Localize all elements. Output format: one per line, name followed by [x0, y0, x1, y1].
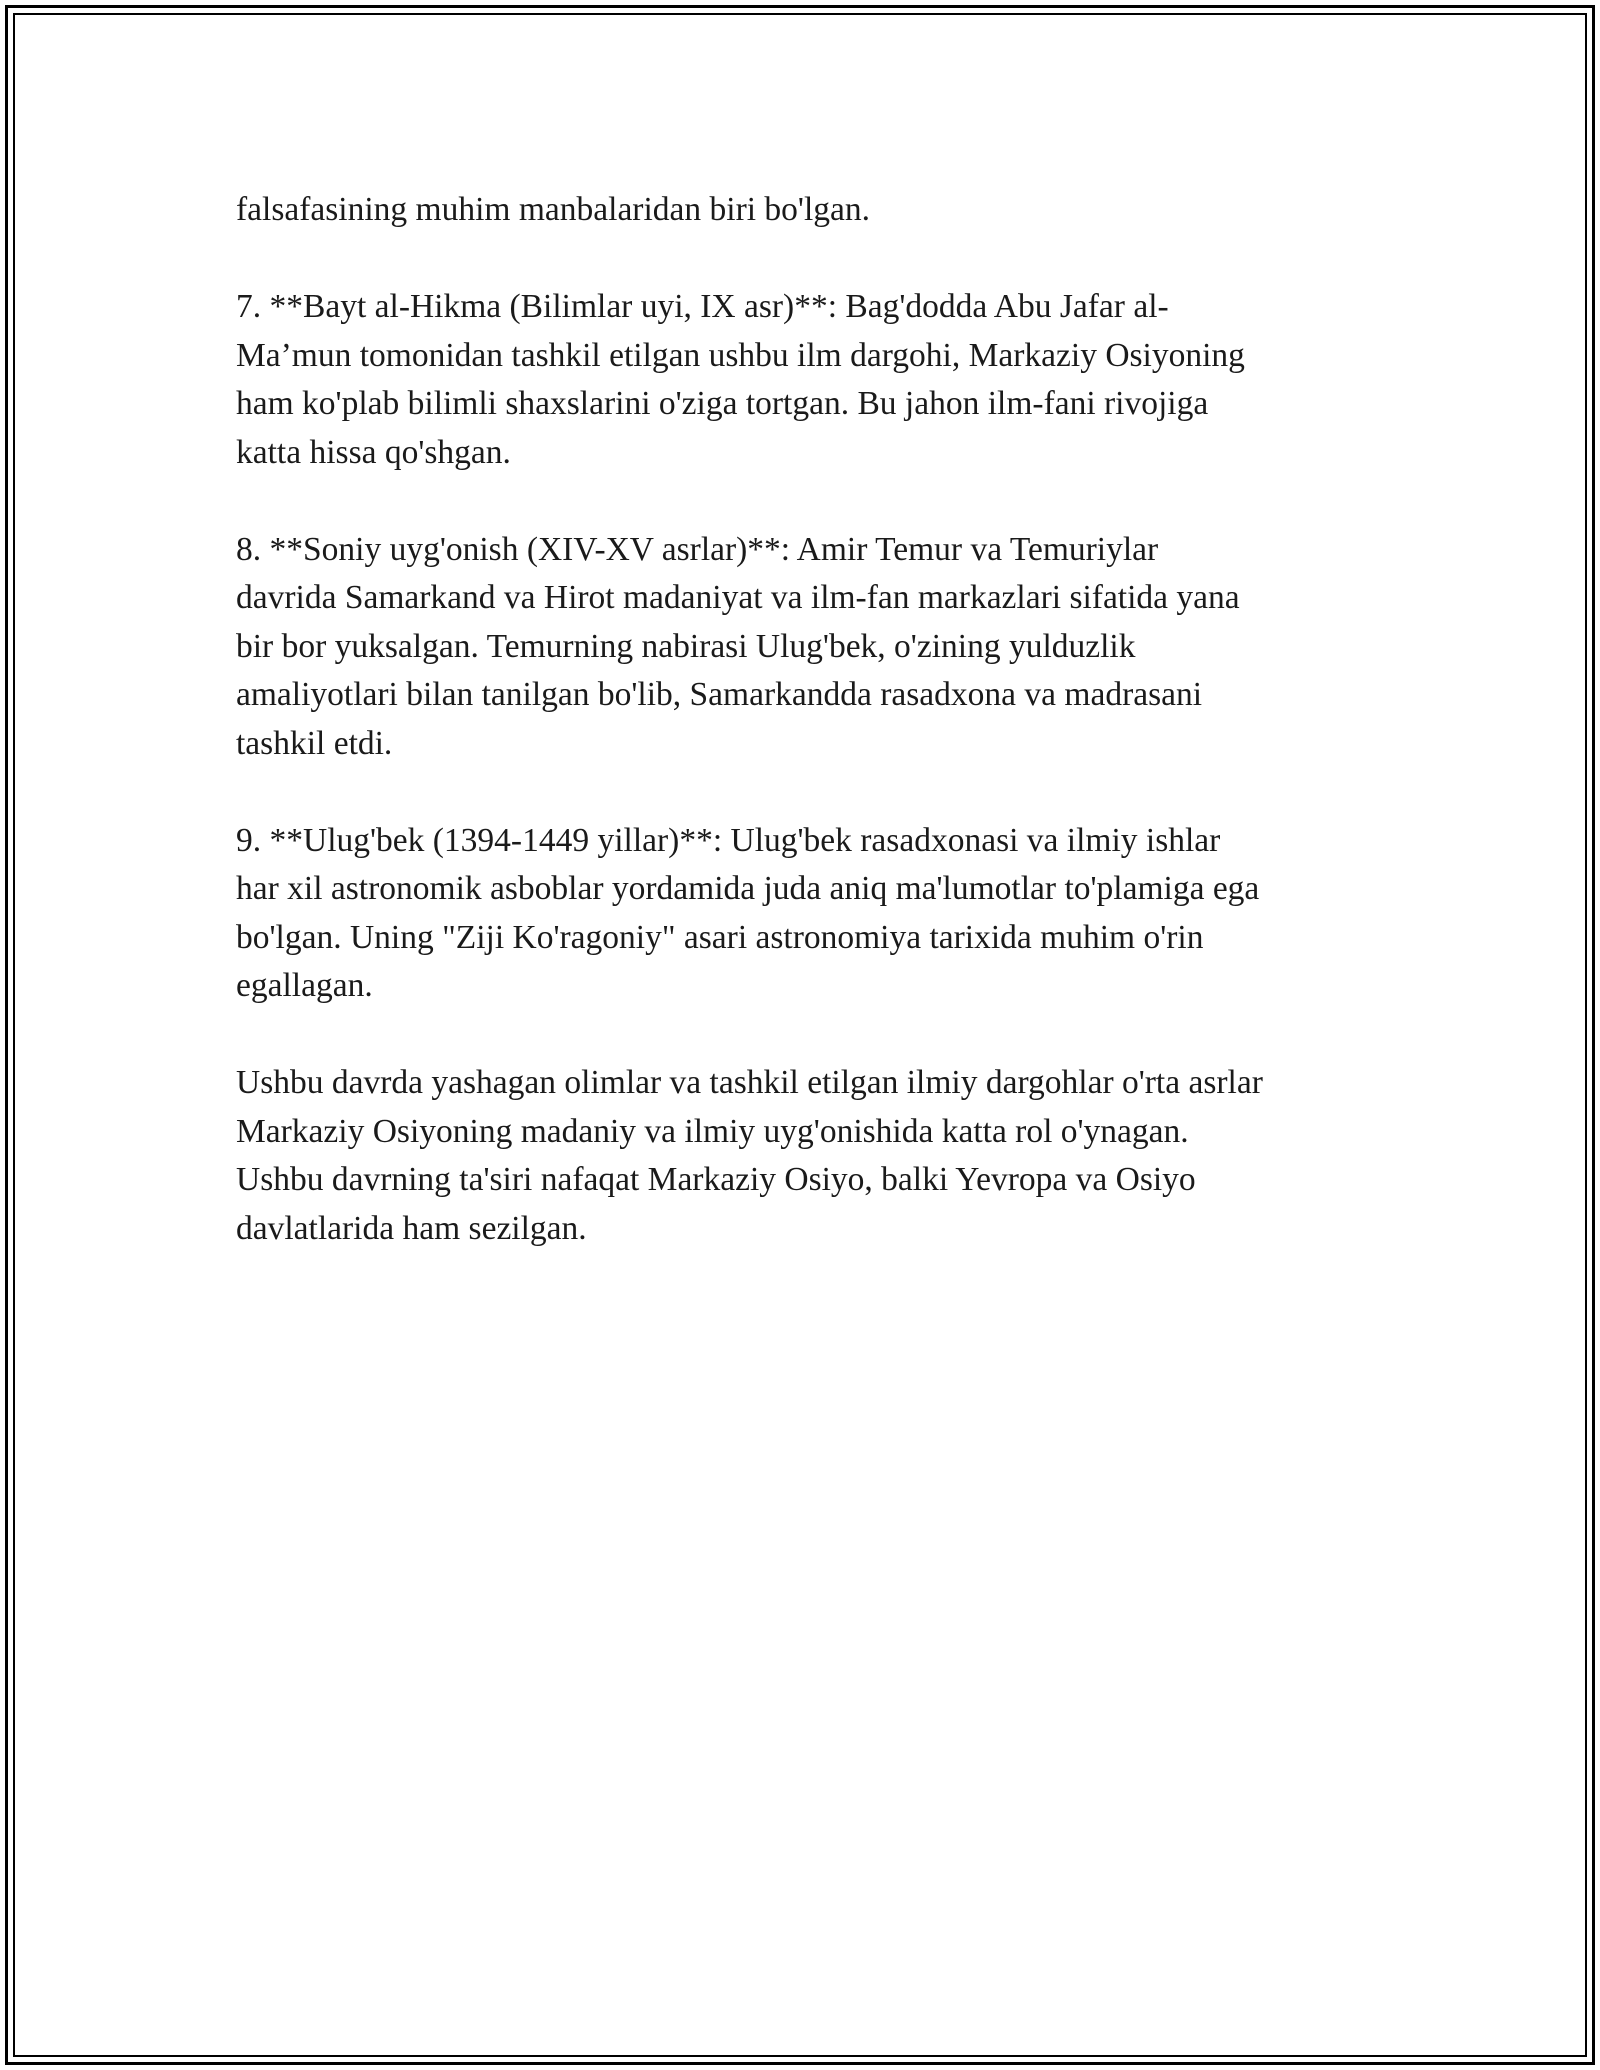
text-line: 8. **Soniy uyg'onish (XIV-XV asrlar)**: Amir Temur va Temuriylar	[236, 530, 1159, 568]
paragraph-item-7	[236, 283, 1366, 477]
paragraph-conclusion	[236, 1059, 1366, 1253]
paragraph-continuation	[236, 186, 1366, 235]
text-line: amaliyotlari bilan tanilgan bo'lib, Samarkandda rasadxona va madrasani	[236, 676, 1203, 713]
text-line: har xil astronomik asboblar yordamida juda aniq ma'lumotlar to'plamiga ega	[236, 870, 1260, 907]
text-line: Ma’mun tomonidan tashkil etilgan ushbu ilm dargohi, Markaziy Osiyoning	[236, 336, 1245, 374]
text-line: bo'lgan. Uning "Ziji Ko'ragoniy" asari astronomiya tarixida muhim o'rin	[236, 918, 1204, 956]
text-line: tashkil etdi.	[236, 724, 393, 762]
paragraph-item-8	[236, 526, 1366, 769]
document-body	[236, 186, 1366, 1302]
text-line: Ushbu davrning ta'siri nafaqat Markaziy Osiyo, balki Yevropa va Osiyo	[236, 1161, 1196, 1198]
text-line: Markaziy Osiyoning madaniy va ilmiy uyg'onishida katta rol o'ynagan.	[236, 1112, 1189, 1150]
paragraph-item-9	[236, 817, 1366, 1011]
text-line: egallagan.	[236, 967, 373, 1004]
text-line: katta hissa qo'shgan.	[236, 433, 511, 471]
text-line: ham ko'plab bilimli shaxslarini o'ziga tortgan. Bu jahon ilm-fani rivojiga	[236, 385, 1209, 422]
text-line: davlatlarida ham sezilgan.	[236, 1209, 587, 1247]
text-line: Ushbu davrda yashagan olimlar va tashkil etilgan ilmiy dargohlar o'rta asrlar	[236, 1064, 1263, 1101]
text-line: 7. **Bayt al-Hikma (Bilimlar uyi, IX asr)**: Bag'dodda Abu Jafar al-	[236, 288, 1169, 325]
text-line: davrida Samarkand va Hirot madaniyat va ilm-fan markazlari sifatida yana	[236, 579, 1240, 616]
text-line: falsafasining muhim manbalaridan biri bo'lgan.	[236, 191, 870, 228]
text-line: bir bor yuksalgan. Temurning nabirasi Ulug'bek, o'zining yulduzlik	[236, 627, 1136, 665]
text-line: 9. **Ulug'bek (1394-1449 yillar)**: Ulug'bek rasadxonasi va ilmiy ishlar	[236, 821, 1221, 859]
